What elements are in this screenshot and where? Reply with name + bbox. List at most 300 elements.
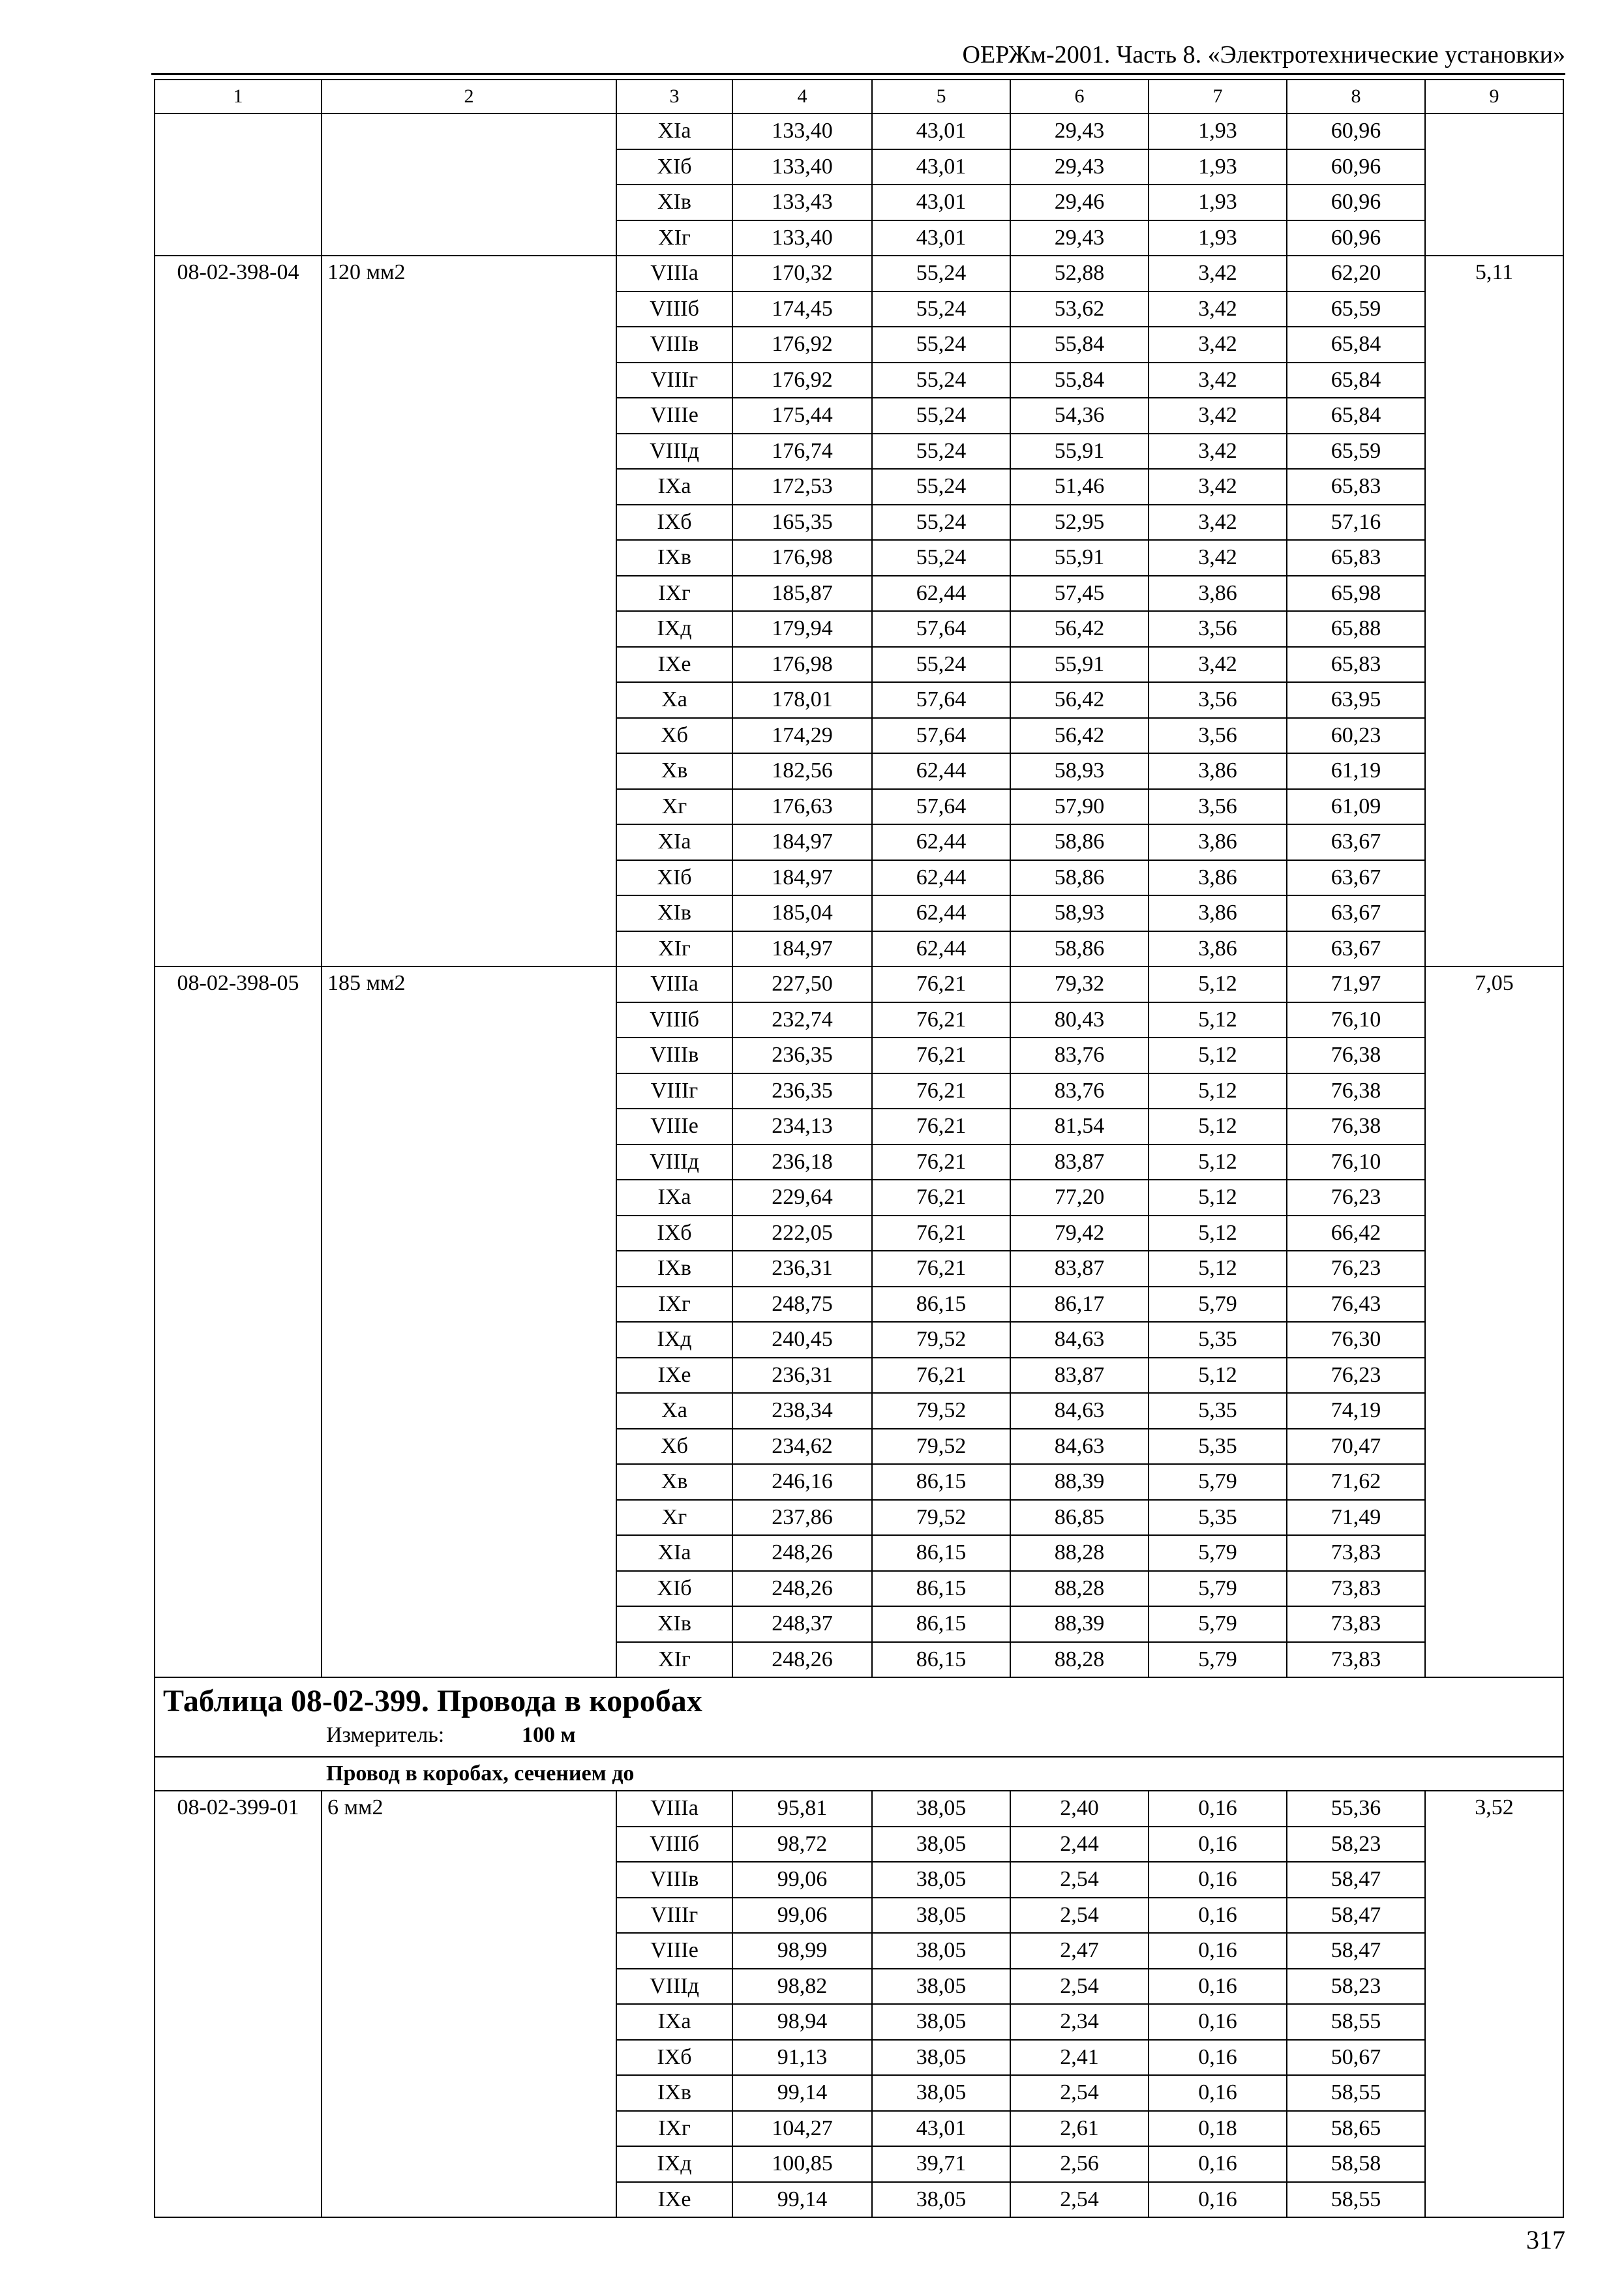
wages-cell: 55,24 [872, 540, 1010, 576]
machines-cell: 83,76 [1010, 1073, 1149, 1109]
machines-cell: 56,42 [1010, 718, 1149, 754]
zone-cell: VIIIд [616, 1144, 732, 1180]
machinist-wages-cell: 3,42 [1149, 363, 1287, 398]
materials-cell: 76,30 [1287, 1322, 1425, 1358]
machines-cell: 86,85 [1010, 1500, 1149, 1536]
total-cost-cell: 178,01 [732, 682, 872, 718]
zone-cell: Xа [616, 1393, 732, 1429]
materials-cell: 60,96 [1287, 149, 1425, 185]
materials-cell: 76,23 [1287, 1251, 1425, 1287]
total-cost-cell: 176,74 [732, 434, 872, 470]
machines-cell: 2,54 [1010, 2182, 1149, 2218]
zone-cell: XIг [616, 1642, 732, 1678]
total-cost-cell: 246,16 [732, 1464, 872, 1500]
rates-table-body [155, 80, 1563, 2217]
zone-cell: VIIIб [616, 1002, 732, 1038]
wages-cell: 38,05 [872, 1791, 1010, 1827]
wages-cell: 55,24 [872, 505, 1010, 541]
materials-cell: 65,84 [1287, 327, 1425, 363]
wages-cell: 38,05 [872, 1933, 1010, 1969]
total-cost-cell: 98,94 [732, 2004, 872, 2040]
zone-cell: VIIIа [616, 966, 732, 1002]
machinist-wages-cell: 5,79 [1149, 1571, 1287, 1607]
machinist-wages-cell: 3,56 [1149, 789, 1287, 825]
machines-cell: 88,28 [1010, 1535, 1149, 1571]
materials-cell: 60,96 [1287, 220, 1425, 256]
machines-cell: 52,88 [1010, 256, 1149, 292]
column-number: 2 [322, 80, 616, 113]
labor-cost-cell: 5,11 [1425, 256, 1563, 966]
machines-cell: 2,54 [1010, 2075, 1149, 2111]
total-cost-cell: 99,06 [732, 1898, 872, 1934]
table-row [155, 1791, 1563, 1827]
machines-cell: 80,43 [1010, 1002, 1149, 1038]
total-cost-cell: 100,85 [732, 2146, 872, 2182]
total-cost-cell: 133,43 [732, 185, 872, 220]
total-cost-cell: 98,72 [732, 1827, 872, 1863]
zone-cell: Xв [616, 753, 732, 789]
zone-cell: XIг [616, 931, 732, 967]
zone-cell: Xг [616, 789, 732, 825]
machinist-wages-cell: 3,42 [1149, 540, 1287, 576]
wages-cell: 86,15 [872, 1287, 1010, 1323]
machinist-wages-cell: 5,12 [1149, 1358, 1287, 1394]
materials-cell: 76,38 [1287, 1038, 1425, 1073]
machines-cell: 2,41 [1010, 2040, 1149, 2076]
machines-cell: 57,90 [1010, 789, 1149, 825]
total-cost-cell: 98,99 [732, 1933, 872, 1969]
zone-cell: VIIIе [616, 1933, 732, 1969]
machinist-wages-cell: 3,42 [1149, 434, 1287, 470]
meter-value: 100 м [522, 1723, 576, 1747]
machinist-wages-cell: 3,86 [1149, 824, 1287, 860]
wages-cell: 86,15 [872, 1464, 1010, 1500]
wages-cell: 86,15 [872, 1535, 1010, 1571]
total-cost-cell: 99,14 [732, 2182, 872, 2218]
column-number: 4 [732, 80, 872, 113]
machinist-wages-cell: 5,12 [1149, 966, 1287, 1002]
zone-cell: IXе [616, 2182, 732, 2218]
machines-cell: 88,39 [1010, 1464, 1149, 1500]
wages-cell: 43,01 [872, 113, 1010, 149]
machinist-wages-cell: 5,12 [1149, 1180, 1287, 1216]
machinist-wages-cell: 0,16 [1149, 1791, 1287, 1827]
header-rule [151, 73, 1565, 75]
machinist-wages-cell: 0,16 [1149, 2182, 1287, 2218]
total-cost-cell: 99,06 [732, 1862, 872, 1898]
machines-cell: 55,91 [1010, 540, 1149, 576]
machinist-wages-cell: 0,16 [1149, 1862, 1287, 1898]
materials-cell: 58,23 [1287, 1969, 1425, 2005]
labor-cost-cell: 3,52 [1425, 1791, 1563, 2217]
materials-cell: 62,20 [1287, 256, 1425, 292]
table-row [155, 113, 1563, 149]
machines-cell: 56,42 [1010, 682, 1149, 718]
machines-cell: 58,86 [1010, 931, 1149, 967]
machinist-wages-cell: 5,12 [1149, 1109, 1287, 1144]
zone-cell: IXб [616, 2040, 732, 2076]
total-cost-cell: 133,40 [732, 149, 872, 185]
materials-cell: 60,23 [1287, 718, 1425, 754]
wages-cell: 55,24 [872, 647, 1010, 683]
table-row [155, 966, 1563, 1002]
wages-cell: 55,24 [872, 398, 1010, 434]
wages-cell: 38,05 [872, 2182, 1010, 2218]
materials-cell: 58,47 [1287, 1898, 1425, 1934]
total-cost-cell: 176,92 [732, 327, 872, 363]
total-cost-cell: 248,26 [732, 1535, 872, 1571]
materials-cell: 73,83 [1287, 1535, 1425, 1571]
wages-cell: 76,21 [872, 1180, 1010, 1216]
machines-cell: 29,43 [1010, 113, 1149, 149]
machinist-wages-cell: 5,12 [1149, 1144, 1287, 1180]
machinist-wages-cell: 3,56 [1149, 682, 1287, 718]
total-cost-cell: 248,37 [732, 1606, 872, 1642]
zone-cell: XIб [616, 860, 732, 896]
machinist-wages-cell: 5,79 [1149, 1606, 1287, 1642]
zone-cell: VIIIд [616, 434, 732, 470]
total-cost-cell: 176,98 [732, 647, 872, 683]
machinist-wages-cell: 5,12 [1149, 1251, 1287, 1287]
zone-cell: IXв [616, 2075, 732, 2111]
column-number: 7 [1149, 80, 1287, 113]
total-cost-cell: 234,62 [732, 1429, 872, 1465]
machines-cell: 83,76 [1010, 1038, 1149, 1073]
machines-cell: 83,87 [1010, 1251, 1149, 1287]
machinist-wages-cell: 3,86 [1149, 860, 1287, 896]
machines-cell: 2,56 [1010, 2146, 1149, 2182]
total-cost-cell: 91,13 [732, 2040, 872, 2076]
materials-cell: 65,84 [1287, 363, 1425, 398]
total-cost-cell: 236,18 [732, 1144, 872, 1180]
wages-cell: 62,44 [872, 895, 1010, 931]
materials-cell: 58,55 [1287, 2075, 1425, 2111]
section-title-row [155, 1677, 1563, 1757]
materials-cell: 74,19 [1287, 1393, 1425, 1429]
total-cost-cell: 236,35 [732, 1073, 872, 1109]
materials-cell: 76,38 [1287, 1073, 1425, 1109]
machinist-wages-cell: 0,16 [1149, 1827, 1287, 1863]
machines-cell: 2,44 [1010, 1827, 1149, 1863]
wages-cell: 86,15 [872, 1571, 1010, 1607]
machines-cell: 83,87 [1010, 1144, 1149, 1180]
zone-cell: Xг [616, 1500, 732, 1536]
machines-cell: 51,46 [1010, 469, 1149, 505]
zone-cell: IXе [616, 1358, 732, 1394]
total-cost-cell: 236,31 [732, 1358, 872, 1394]
materials-cell: 76,10 [1287, 1144, 1425, 1180]
machines-cell: 29,43 [1010, 220, 1149, 256]
rate-code-cell: 08-02-399-01 [155, 1791, 322, 2217]
total-cost-cell: 248,26 [732, 1571, 872, 1607]
machinist-wages-cell: 3,56 [1149, 718, 1287, 754]
zone-cell: VIIIд [616, 1969, 732, 2005]
materials-cell: 58,65 [1287, 2111, 1425, 2147]
machinist-wages-cell: 5,35 [1149, 1393, 1287, 1429]
total-cost-cell: 172,53 [732, 469, 872, 505]
column-number: 9 [1425, 80, 1563, 113]
machinist-wages-cell: 5,35 [1149, 1322, 1287, 1358]
total-cost-cell: 234,13 [732, 1109, 872, 1144]
total-cost-cell: 104,27 [732, 2111, 872, 2147]
subheading-cell: Провод в коробах, сечением до [155, 1757, 1563, 1791]
zone-cell: VIIIа [616, 1791, 732, 1827]
machinist-wages-cell: 3,42 [1149, 327, 1287, 363]
zone-cell: Xв [616, 1464, 732, 1500]
machines-cell: 2,61 [1010, 2111, 1149, 2147]
machinist-wages-cell: 5,79 [1149, 1535, 1287, 1571]
wages-cell: 57,64 [872, 718, 1010, 754]
materials-cell: 55,36 [1287, 1791, 1425, 1827]
materials-cell: 76,23 [1287, 1358, 1425, 1394]
zone-cell: VIIIе [616, 1109, 732, 1144]
zone-cell: XIа [616, 113, 732, 149]
wages-cell: 62,44 [872, 931, 1010, 967]
wages-cell: 79,52 [872, 1500, 1010, 1536]
wages-cell: 86,15 [872, 1606, 1010, 1642]
wages-cell: 62,44 [872, 576, 1010, 612]
wages-cell: 76,21 [872, 1073, 1010, 1109]
materials-cell: 65,59 [1287, 292, 1425, 327]
materials-cell: 50,67 [1287, 2040, 1425, 2076]
machines-cell: 79,42 [1010, 1216, 1149, 1251]
wages-cell: 38,05 [872, 2040, 1010, 2076]
zone-cell: IXе [616, 647, 732, 683]
materials-cell: 63,67 [1287, 895, 1425, 931]
total-cost-cell: 179,94 [732, 611, 872, 647]
wages-cell: 55,24 [872, 434, 1010, 470]
cross-section-cell: 6 мм2 [322, 1791, 616, 2217]
machines-cell: 2,54 [1010, 1862, 1149, 1898]
materials-cell: 71,62 [1287, 1464, 1425, 1500]
materials-cell: 63,95 [1287, 682, 1425, 718]
zone-cell: VIIIв [616, 327, 732, 363]
materials-cell: 63,67 [1287, 824, 1425, 860]
materials-cell: 65,83 [1287, 540, 1425, 576]
total-cost-cell: 248,75 [732, 1287, 872, 1323]
total-cost-cell: 185,04 [732, 895, 872, 931]
wages-cell: 38,05 [872, 1862, 1010, 1898]
wages-cell: 43,01 [872, 185, 1010, 220]
rate-code-cell [155, 113, 322, 256]
materials-cell: 60,96 [1287, 113, 1425, 149]
wages-cell: 55,24 [872, 292, 1010, 327]
zone-cell: IXа [616, 2004, 732, 2040]
subheading-row [155, 1757, 1563, 1791]
wages-cell: 43,01 [872, 220, 1010, 256]
wages-cell: 55,24 [872, 256, 1010, 292]
machinist-wages-cell: 0,16 [1149, 2040, 1287, 2076]
total-cost-cell: 248,26 [732, 1642, 872, 1678]
machinist-wages-cell: 5,35 [1149, 1429, 1287, 1465]
zone-cell: Xа [616, 682, 732, 718]
page-header: ОЕРЖм-2001. Часть 8. «Электротехнические установки» [962, 41, 1565, 68]
wages-cell: 38,05 [872, 1898, 1010, 1934]
zone-cell: IXб [616, 1216, 732, 1251]
wages-cell: 76,21 [872, 1002, 1010, 1038]
machinist-wages-cell: 1,93 [1149, 113, 1287, 149]
zone-cell: XIб [616, 149, 732, 185]
wages-cell: 62,44 [872, 824, 1010, 860]
machinist-wages-cell: 5,12 [1149, 1073, 1287, 1109]
machines-cell: 86,17 [1010, 1287, 1149, 1323]
total-cost-cell: 236,31 [732, 1251, 872, 1287]
total-cost-cell: 182,56 [732, 753, 872, 789]
meter-line [163, 1721, 1563, 1750]
machinist-wages-cell: 0,16 [1149, 2146, 1287, 2182]
zone-cell: Xб [616, 1429, 732, 1465]
machines-cell: 2,40 [1010, 1791, 1149, 1827]
machinist-wages-cell: 3,42 [1149, 469, 1287, 505]
machines-cell: 2,47 [1010, 1933, 1149, 1969]
total-cost-cell: 95,81 [732, 1791, 872, 1827]
table-row [155, 256, 1563, 292]
machines-cell: 88,28 [1010, 1571, 1149, 1607]
zone-cell: IXв [616, 540, 732, 576]
total-cost-cell: 232,74 [732, 1002, 872, 1038]
machinist-wages-cell: 0,18 [1149, 2111, 1287, 2147]
machines-cell: 58,93 [1010, 895, 1149, 931]
materials-cell: 73,83 [1287, 1642, 1425, 1678]
zone-cell: IXд [616, 2146, 732, 2182]
total-cost-cell: 185,87 [732, 576, 872, 612]
machines-cell: 58,93 [1010, 753, 1149, 789]
section-title: Таблица 08-02-399. Провода в коробах [163, 1684, 702, 1718]
wages-cell: 86,15 [872, 1642, 1010, 1678]
machinist-wages-cell: 5,79 [1149, 1642, 1287, 1678]
page-number: 317 [1526, 2225, 1565, 2254]
labor-cost-cell [1425, 113, 1563, 256]
materials-cell: 58,55 [1287, 2004, 1425, 2040]
materials-cell: 65,98 [1287, 576, 1425, 612]
zone-cell: VIIIг [616, 1898, 732, 1934]
machinist-wages-cell: 0,16 [1149, 2004, 1287, 2040]
materials-cell: 65,83 [1287, 647, 1425, 683]
cross-section-cell [322, 113, 616, 256]
wages-cell: 76,21 [872, 966, 1010, 1002]
cross-section-cell: 120 мм2 [322, 256, 616, 966]
machinist-wages-cell: 0,16 [1149, 1898, 1287, 1934]
meter-label: Измеритель: [326, 1723, 445, 1747]
zone-cell: XIв [616, 895, 732, 931]
total-cost-cell: 176,92 [732, 363, 872, 398]
wages-cell: 76,21 [872, 1144, 1010, 1180]
machines-cell: 54,36 [1010, 398, 1149, 434]
machines-cell: 55,84 [1010, 327, 1149, 363]
machinist-wages-cell: 1,93 [1149, 149, 1287, 185]
wages-cell: 55,24 [872, 327, 1010, 363]
materials-cell: 63,67 [1287, 860, 1425, 896]
machinist-wages-cell: 5,12 [1149, 1002, 1287, 1038]
materials-cell: 65,59 [1287, 434, 1425, 470]
zone-cell: VIIIе [616, 398, 732, 434]
total-cost-cell: 99,14 [732, 2075, 872, 2111]
zone-cell: IXд [616, 1322, 732, 1358]
zone-cell: XIа [616, 1535, 732, 1571]
materials-cell: 73,83 [1287, 1606, 1425, 1642]
wages-cell: 76,21 [872, 1216, 1010, 1251]
zone-cell: IXа [616, 1180, 732, 1216]
machinist-wages-cell: 3,86 [1149, 753, 1287, 789]
total-cost-cell: 174,29 [732, 718, 872, 754]
materials-cell: 70,47 [1287, 1429, 1425, 1465]
rate-code-cell: 08-02-398-05 [155, 966, 322, 1677]
machines-cell: 55,91 [1010, 647, 1149, 683]
machinist-wages-cell: 3,42 [1149, 505, 1287, 541]
machinist-wages-cell: 1,93 [1149, 220, 1287, 256]
wages-cell: 38,05 [872, 1827, 1010, 1863]
materials-cell: 65,84 [1287, 398, 1425, 434]
wages-cell: 76,21 [872, 1038, 1010, 1073]
wages-cell: 55,24 [872, 469, 1010, 505]
wages-cell: 62,44 [872, 753, 1010, 789]
total-cost-cell: 133,40 [732, 113, 872, 149]
machinist-wages-cell: 0,16 [1149, 2075, 1287, 2111]
total-cost-cell: 237,86 [732, 1500, 872, 1536]
materials-cell: 61,19 [1287, 753, 1425, 789]
machines-cell: 2,54 [1010, 1898, 1149, 1934]
total-cost-cell: 222,05 [732, 1216, 872, 1251]
materials-cell: 60,96 [1287, 185, 1425, 220]
materials-cell: 58,23 [1287, 1827, 1425, 1863]
machinist-wages-cell: 3,42 [1149, 292, 1287, 327]
materials-cell: 63,67 [1287, 931, 1425, 967]
machinist-wages-cell: 3,86 [1149, 576, 1287, 612]
machinist-wages-cell: 5,79 [1149, 1464, 1287, 1500]
zone-cell: VIIIв [616, 1038, 732, 1073]
machines-cell: 53,62 [1010, 292, 1149, 327]
total-cost-cell: 229,64 [732, 1180, 872, 1216]
materials-cell: 76,23 [1287, 1180, 1425, 1216]
materials-cell: 71,97 [1287, 966, 1425, 1002]
wages-cell: 62,44 [872, 860, 1010, 896]
zone-cell: VIIIб [616, 292, 732, 327]
machines-cell: 55,84 [1010, 363, 1149, 398]
wages-cell: 38,05 [872, 2075, 1010, 2111]
zone-cell: Xб [616, 718, 732, 754]
total-cost-cell: 176,98 [732, 540, 872, 576]
zone-cell: XIв [616, 1606, 732, 1642]
zone-cell: VIIIв [616, 1862, 732, 1898]
machinist-wages-cell: 3,42 [1149, 398, 1287, 434]
machines-cell: 83,87 [1010, 1358, 1149, 1394]
zone-cell: IXд [616, 611, 732, 647]
total-cost-cell: 227,50 [732, 966, 872, 1002]
zone-cell: VIIIг [616, 1073, 732, 1109]
zone-cell: VIIIа [616, 256, 732, 292]
zone-cell: IXг [616, 1287, 732, 1323]
materials-cell: 58,47 [1287, 1862, 1425, 1898]
wages-cell: 43,01 [872, 149, 1010, 185]
zone-cell: IXг [616, 2111, 732, 2147]
wages-cell: 76,21 [872, 1358, 1010, 1394]
machines-cell: 58,86 [1010, 824, 1149, 860]
materials-cell: 57,16 [1287, 505, 1425, 541]
wages-cell: 57,64 [872, 611, 1010, 647]
wages-cell: 38,05 [872, 2004, 1010, 2040]
zone-cell: XIа [616, 824, 732, 860]
materials-cell: 65,88 [1287, 611, 1425, 647]
zone-cell: IXа [616, 469, 732, 505]
total-cost-cell: 175,44 [732, 398, 872, 434]
total-cost-cell: 240,45 [732, 1322, 872, 1358]
labor-cost-cell: 7,05 [1425, 966, 1563, 1677]
column-number-row [155, 80, 1563, 113]
machines-cell: 29,43 [1010, 149, 1149, 185]
machines-cell: 88,39 [1010, 1606, 1149, 1642]
wages-cell: 55,24 [872, 363, 1010, 398]
total-cost-cell: 176,63 [732, 789, 872, 825]
